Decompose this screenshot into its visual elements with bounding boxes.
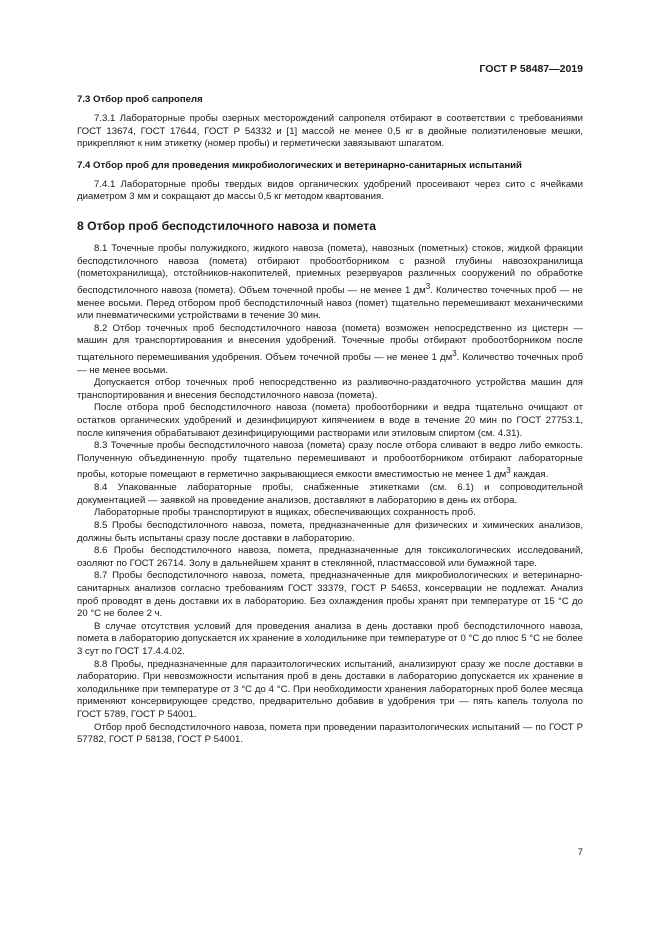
- paragraph-8-3-part1: 8.3 Точечные пробы бесподстилочного навоза (помета) сразу после отбора сливают в ведро либо емкость. Полученную объединенную пробу тщательно перемешивают и пробоотборником отбирают лабораторные пробы, которые помещают в герметично закрывающиеся емкости вместимостью не менее 1 дм: [77, 440, 583, 481]
- superscript-3: 3: [425, 281, 431, 291]
- paragraph-7-4-1: 7.4.1 Лабораторные пробы твердых видов органических удобрений просеивают через сито с ячейками диаметром 3 мм и сокращают до массы 0,5 кг методом квартования.: [77, 178, 583, 203]
- paragraph-8-2: [77, 323, 583, 378]
- paragraph-8-2-part1: 8.2 Отбор точечных проб бесподстилочного навоза (помета) возможен непосредственно из цистерн — машин для транспортирования и внесения удобрений. Точечные пробы отбирают пробоотборником после тщательного перемешивания удобрения. Объем точечной пробы — не менее 1 дм: [77, 322, 583, 364]
- heading-7-3: 7.3 Отбор проб сапропеля: [77, 94, 203, 105]
- paragraph-8-3-part2: каждая.: [510, 469, 549, 481]
- paragraph-8-2-allowance: Допускается отбор точечных проб непосредственно из разливочно-раздаточного устройства машин для транспортирования и внесения бесподстилочного навоза (помета).: [77, 377, 583, 401]
- paragraph-8-8: 8.8 Пробы, предназначенные для паразитологических испытаний, анализируют сразу же после доставки в лабораторию. При невозможности испытания проб в день доставки в лабораторию допускается их хранение в холодильнике при температуре от 3 °С до 4 °С. При необходимости хранения лабораторных проб более месяца применяют консервирующее средство, предварительно добавив в удобрения три — пять капель толуола по ГОСТ 5789, ГОСТ Р 54001.: [77, 658, 583, 720]
- paragraph-8-5: 8.5 Пробы бесподстилочного навоза, помета, предназначенные для физических и химических анализов, должны быть испытаны сразу после доставки в лабораторию.: [77, 520, 583, 544]
- paragraph-8-4-transport: Лабораторные пробы транспортируют в ящиках, обеспечивающих сохранность проб.: [94, 507, 476, 519]
- paragraph-8-2-cleaning: После отбора проб бесподстилочного навоза (помета) пробоотборники и ведра тщательно очищают от остатков органических удобрений и дезинфицируют кипячением в воде в течение 20 мин по ГОСТ 27753.1, после кипячения обрабатывают дезинфицирующими растворами или этиловым спиртом (см. 4.31).: [77, 402, 583, 439]
- paragraph-8-7: 8.7 Пробы бесподстилочного навоза, помета, предназначенные для микробиологических и ветеринарно-санитарных анализов согласно требованиям ГОСТ 33379, ГОСТ Р 54653, консервации не подлежат. Анализ проб проводят в день доставки их в лабораторию. Без охлаждения пробы хранят при температуре от 15 °С до 20 °С не более 2 ч.: [77, 570, 583, 620]
- paragraph-8-2-part2: . Количество точечных проб — не менее восьми.: [77, 352, 583, 376]
- paragraph-8-6: 8.6 Пробы бесподстилочного навоза, помета, предназначенные для токсикологических исследований, озоляют по ГОСТ 26714. Золу в дальнейшем хранят в стеклянной, пластмассовой или бумажной таре.: [77, 545, 583, 569]
- page-number: 7: [577, 847, 583, 858]
- paragraph-8-4: 8.4 Упакованные лабораторные пробы, снабженные этикетками (см. 6.1) и сопроводительной документацией — заявкой на проведение анализов, доставляют в лабораторию в день их отбора.: [77, 482, 583, 506]
- paragraph-7-3-1: 7.3.1 Лабораторные пробы озерных месторождений сапропеля отбирают в соответствии с требованиями ГОСТ 13674, ГОСТ 17644, ГОСТ Р 54332 и [1] массой не менее 0,5 кг в двойные полиэтиленовые мешки, прикрепляют к ним этикетку (номер пробы) и герметически завязывают шпагатом.: [77, 113, 583, 150]
- paragraph-8-3: [77, 440, 583, 482]
- paragraph-8-8-sampling: Отбор проб бесподстилочного навоза, помета при проведении паразитологических испытаний — по ГОСТ Р 57782, ГОСТ Р 58138, ГОСТ Р 54001.: [77, 721, 583, 746]
- superscript-3: 3: [452, 348, 457, 358]
- page-content: [77, 93, 583, 747]
- superscript-3: 3: [506, 466, 511, 476]
- paragraph-8-1-part1: 8.1 Точечные пробы полужидкого, жидкого навоза (помета), навозных (пометных) стоков, жидкой фракции бесподстилочного навоза (помета) отбирают пробоотборником с разной глубины навозохранилища (пометохранилища), отстойников-накопителей, приемных резервуаров различных сооружений по обработке бесподстилочного навоза (помета). Объем точечной пробы — не менее 1 дм: [77, 242, 583, 296]
- document-code: ГОСТ Р 58487—2019: [479, 63, 583, 75]
- paragraph-8-7-storage: В случае отсутствия условий для проведения анализа в день доставки проб бесподстилочного навоза, помета в лабораторию допускается их хранение в холодильнике при температуре от 0 °С до плюс 5 °С не более 3 сут по ГОСТ 17.4.4.02.: [77, 620, 583, 657]
- heading-7-4: 7.4 Отбор проб для проведения микробиологических и ветеринарно-санитарных испытаний: [77, 159, 522, 171]
- paragraph-8-1-part2: . Количество точечных проб — не менее восьми. Перед отбором проб бесподстилочный навоз (помет) тщательно перемешивают механическими или пневматическими устройствами в течение 30 мин.: [77, 284, 584, 322]
- heading-section-8: 8 Отбор проб бесподстилочного навоза и помета: [77, 218, 377, 233]
- paragraph-8-1: [77, 243, 583, 323]
